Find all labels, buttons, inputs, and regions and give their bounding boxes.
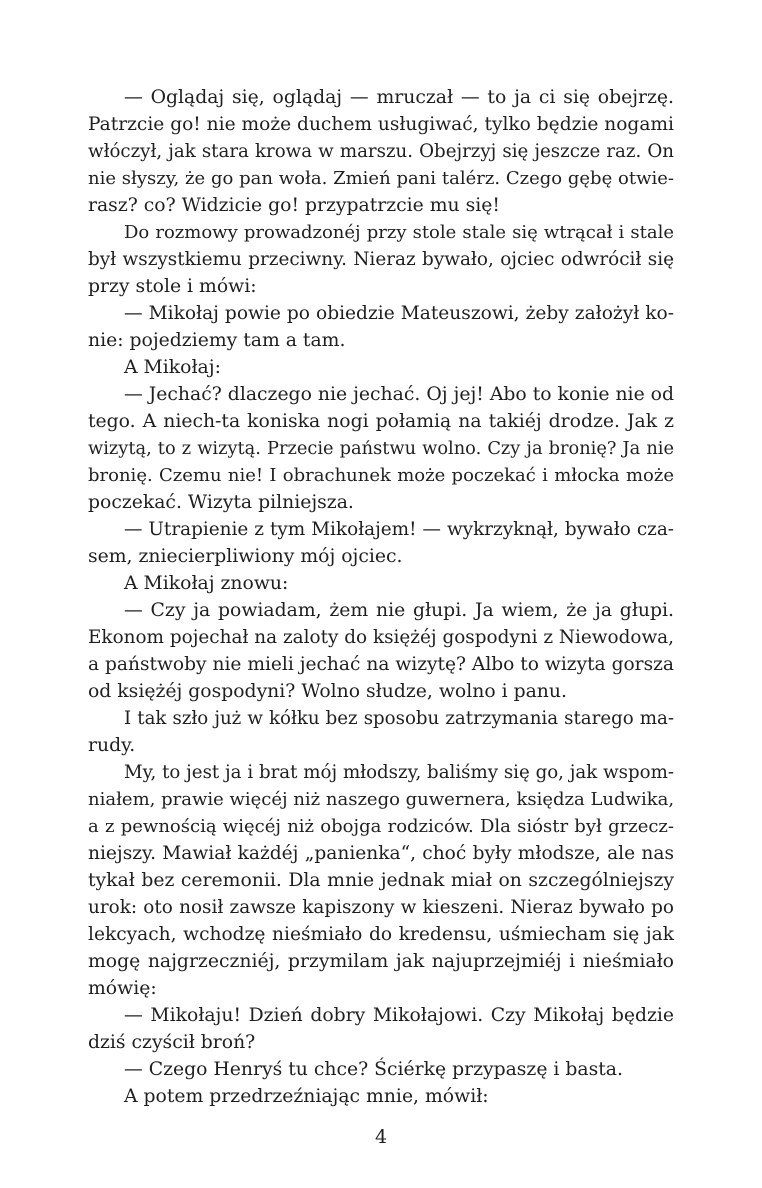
text-line: był wszystkiemu przeciwny. Nieraz bywało, ojciec odwrócił się	[88, 249, 674, 270]
text-line: — Czego Henryś tu chce? Ściérkę przypaszę i basta.	[124, 1059, 623, 1080]
text-line: włóczył, jak stara krowa w marszu. Obejrzyj się jeszcze raz. On	[88, 141, 674, 162]
text-line: poczekać. Wizyta pilniejsza.	[88, 492, 354, 513]
text-line: Patrzcie go! nie może duchem usługiwać, tylko będzie nogami	[88, 114, 674, 135]
text-line: sem, zniecierpliwiony mój ojciec.	[88, 546, 403, 567]
text-line: A potem przedrzeźniając mnie, mówił:	[124, 1086, 489, 1107]
text-line: od księżéj gospodyni? Wolno słudze, wolno i panu.	[88, 681, 567, 702]
text-line: mogę najgrzeczniéj, przymilam jak najuprzejmiéj i nieśmiało	[88, 951, 674, 972]
text-line: — Mikołaj powie po obiedzie Mateuszowi, żeby założył ko-	[124, 303, 674, 324]
text-line: przy stole i mówi:	[88, 276, 257, 297]
text-line: A Mikołaj:	[124, 357, 221, 378]
text-line: a państwoby nie mieli jechać na wizytę? Albo to wizyta gorsza	[88, 654, 674, 675]
page-body-text	[88, 84, 674, 1110]
text-line: bronię. Czemu nie! I obrachunek może poczekać i młocka może	[88, 465, 674, 486]
text-line: — Jechać? dlaczego nie jechać. Oj jej! Abo to konie nie od	[124, 384, 674, 405]
text-line: — Czy ja powiadam, żem nie głupi. Ja wiem, że ja głupi.	[124, 600, 674, 621]
text-line: niejszy. Mawiał każdéj „panienka“, choć były młodsze, ale nas	[88, 843, 674, 864]
text-line: I tak szło już w kółku bez sposobu zatrzymania starego ma-	[124, 708, 674, 729]
text-line: — Mikołaju! Dzień dobry Mikołajowi. Czy Mikołaj będzie	[124, 1005, 674, 1026]
text-line: My, to jest ja i brat mój młodszy, baliśmy się go, jak wspom-	[124, 762, 674, 783]
text-line: — Utrapienie z tym Mikołajem! — wykrzyknął, bywało cza-	[124, 519, 674, 540]
text-line: wizytą, to z wizytą. Przecie państwu wolno. Czy ja bronię? Ja nie	[88, 438, 674, 459]
text-line: rasz? co? Widzicie go! przypatrzcie mu się!	[88, 195, 500, 216]
text-line: lekcyach, wchodzę nieśmiało do kredensu, uśmiecham się jak	[88, 924, 674, 945]
text-line: Do rozmowy prowadzonéj przy stole stale się wtrącał i stale	[124, 222, 674, 243]
text-line: a z pewnością więcéj niż obojga rodziców. Dla sióstr był grzecz-	[88, 816, 674, 837]
text-line: tego. A niech-ta koniska nogi połamią na takiéj drodze. Jak z	[88, 411, 674, 432]
text-line: urok: oto nosił zawsze kapiszony w kieszeni. Nieraz bywało po	[88, 897, 674, 918]
text-line: nie: pojedziemy tam a tam.	[88, 330, 346, 351]
text-line: A Mikołaj znowu:	[124, 573, 289, 594]
text-line: mówię:	[88, 978, 157, 999]
text-line: tykał bez ceremonii. Dla mnie jednak miał on szczególniejszy	[88, 870, 674, 891]
text-line: Ekonom pojechał na zaloty do księżéj gospodyni z Niewodowa,	[88, 627, 674, 648]
text-line: nie słyszy, że go pan woła. Zmień pani talérz. Czego gębę otwie-	[88, 168, 674, 189]
text-line: niałem, prawie więcéj niż naszego guwernera, księdza Ludwika,	[88, 789, 675, 810]
text-line: rudy.	[88, 735, 136, 756]
page-number: 4	[374, 1126, 388, 1148]
text-line: dziś czyścił broń?	[88, 1032, 256, 1053]
text-line: — Oglądaj się, oglądaj — mruczał — to ja ci się obejrzę.	[124, 87, 674, 108]
